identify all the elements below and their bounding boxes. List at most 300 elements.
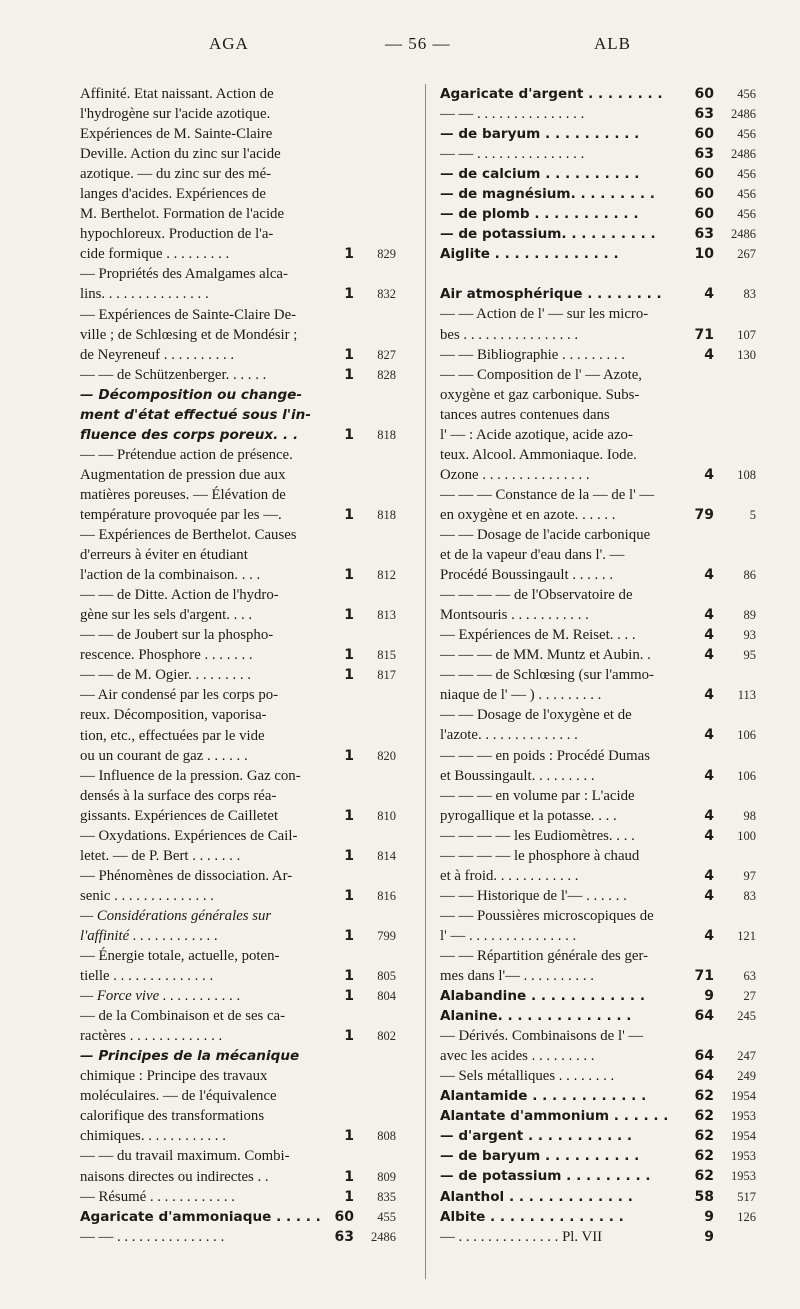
entry-text: — — Dosage de l'acide carbonique	[440, 526, 651, 543]
page-reference: 27	[743, 989, 756, 1004]
page-reference: 89	[743, 608, 756, 623]
page-reference: 247	[737, 1049, 756, 1064]
index-line	[80, 786, 396, 806]
entry-text: — Décomposition ou change-	[80, 386, 303, 403]
volume-number: 60	[694, 86, 714, 102]
page-reference: 814	[377, 848, 396, 863]
index-line	[80, 826, 396, 846]
index-line	[80, 84, 396, 104]
entry-text: — Sels métalliques . . . . . . . .	[440, 1068, 615, 1085]
volume-number: 1	[344, 1128, 354, 1145]
volume-number: 1	[344, 988, 354, 1005]
left-column	[80, 84, 396, 1247]
entry-text: cide formique . . . . . . . . .	[80, 246, 230, 263]
index-line	[440, 1006, 756, 1026]
page-reference: 5	[749, 507, 756, 522]
entry-text: — Expériences de Berthelot. Causes	[80, 527, 297, 544]
entry-text: — — Dosage de l'oxygène et de	[440, 707, 632, 724]
volume-number: 63	[694, 226, 714, 243]
entry-text: chimique : Principe des travaux	[80, 1068, 268, 1085]
entry-text: moléculaires. — de l'équivalence	[80, 1088, 277, 1105]
entry-text: Albite . . . . . . . . . . . . . .	[440, 1208, 624, 1225]
entry-text: — de potassium . . . . . . . . .	[440, 1168, 651, 1185]
volume-number: 1	[344, 506, 354, 523]
index-line	[440, 665, 756, 685]
index-line	[80, 605, 396, 625]
entry-text: naisons directes ou indirectes . .	[80, 1168, 269, 1185]
index-line	[440, 204, 756, 224]
entry-text: en oxygène et en azote. . . . . .	[440, 506, 616, 523]
index-line	[440, 385, 756, 405]
entry-text: — Phénomènes de dissociation. Ar-	[80, 867, 293, 884]
page-reference: 828	[377, 367, 396, 382]
index-line	[440, 104, 756, 124]
entry-text: et Boussingault. . . . . . . . .	[440, 767, 595, 784]
index-line	[440, 465, 756, 485]
index-line	[440, 124, 756, 144]
index-line	[80, 665, 396, 685]
index-line	[440, 966, 756, 986]
index-line	[440, 826, 756, 846]
entry-text: d'erreurs à éviter en étudiant	[80, 547, 248, 564]
entry-text: — Dérivés. Combinaisons de l' —	[440, 1028, 644, 1045]
index-line	[440, 1066, 756, 1086]
volume-number: 4	[704, 286, 714, 303]
index-line	[440, 946, 756, 966]
page-reference: 820	[377, 748, 396, 763]
index-line	[80, 465, 396, 485]
page-reference: 113	[737, 688, 756, 703]
index-line	[80, 926, 396, 946]
index-line	[80, 184, 396, 204]
index-line	[80, 986, 396, 1006]
index-line	[440, 645, 756, 665]
volume-number: 4	[704, 607, 714, 624]
entry-text: — Résumé . . . . . . . . . . . .	[80, 1188, 235, 1205]
volume-number: 71	[694, 326, 714, 343]
page-reference: 86	[743, 568, 756, 583]
index-line	[80, 425, 396, 445]
entry-text: bes . . . . . . . . . . . . . . . .	[440, 326, 579, 343]
page-reference: 98	[743, 808, 756, 823]
index-line	[80, 104, 396, 124]
entry-text: — Oxydations. Expériences de Cail-	[80, 827, 298, 844]
index-line	[80, 906, 396, 926]
volume-number: 4	[704, 627, 714, 644]
page-reference: 818	[377, 507, 396, 522]
entry-text: et de la vapeur d'eau dans l'. —	[440, 547, 625, 564]
index-line	[440, 345, 756, 365]
index-line	[80, 505, 396, 525]
index-line	[440, 164, 756, 184]
entry-text: Alanine. . . . . . . . . . . . . .	[440, 1008, 632, 1025]
index-line	[80, 625, 396, 645]
volume-number: 62	[694, 1088, 714, 1105]
index-line	[80, 1207, 396, 1227]
page-reference: 106	[737, 768, 756, 783]
page-reference: 2486	[371, 1229, 396, 1244]
page-reference: 813	[377, 608, 396, 623]
page-reference: 517	[737, 1189, 756, 1204]
running-head-right: ALB	[594, 34, 631, 53]
entry-text: — — Bibliographie . . . . . . . . .	[440, 346, 625, 363]
page-reference: 456	[737, 127, 756, 142]
index-line	[80, 365, 396, 385]
index-line	[80, 866, 396, 886]
entry-text: Agaricate d'argent . . . . . . . .	[440, 86, 663, 102]
volume-number: 63	[694, 146, 714, 163]
index-line	[440, 304, 756, 324]
volume-number: 79	[694, 506, 714, 523]
entry-text: — — du travail maximum. Combi-	[80, 1148, 290, 1165]
volume-number: 4	[704, 867, 714, 884]
entry-text: l'azote. . . . . . . . . . . . . .	[440, 727, 578, 744]
page-reference: 799	[377, 928, 396, 943]
index-line	[440, 766, 756, 786]
volume-number: 4	[704, 727, 714, 744]
index-line	[80, 1146, 396, 1166]
entry-text: fluence des corps poreux. . .	[80, 426, 299, 443]
page-reference: 249	[737, 1069, 756, 1084]
volume-number: 1	[344, 968, 354, 985]
page-reference: 1954	[731, 1129, 756, 1144]
entry-text: l' — : Acide azotique, acide azo-	[440, 426, 633, 443]
index-line	[440, 325, 756, 345]
index-line	[440, 886, 756, 906]
page-reference: 456	[737, 87, 756, 101]
volume-number: 60	[694, 186, 714, 203]
entry-text: — — — de Schlœsing (sur l'ammo-	[440, 667, 654, 684]
index-line	[440, 505, 756, 525]
page-reference: 818	[377, 427, 396, 442]
entry-text: ractères . . . . . . . . . . . . .	[80, 1028, 223, 1045]
volume-number: 4	[704, 567, 714, 584]
page-reference: 83	[743, 287, 756, 302]
index-line	[440, 1146, 756, 1166]
index-line	[440, 365, 756, 385]
index-line	[80, 525, 396, 545]
volume-number: 4	[704, 887, 714, 904]
volume-number: 1	[344, 847, 354, 864]
entry-text: Deville. Action du zinc sur l'acide	[80, 146, 281, 163]
column-divider	[425, 84, 426, 1279]
entry-text: Affinité. Etat naissant. Action de	[80, 86, 274, 102]
volume-number: 71	[694, 968, 714, 985]
index-line	[80, 846, 396, 866]
index-line	[440, 485, 756, 505]
volume-number: 60	[694, 206, 714, 223]
page-reference: 121	[737, 928, 756, 943]
index-line	[80, 385, 396, 405]
entry-text: — Principes de la mécanique	[80, 1048, 300, 1065]
index-line	[440, 264, 756, 284]
page-reference: 2486	[731, 227, 756, 242]
page-reference: 816	[377, 888, 396, 903]
page-reference: 1953	[731, 1109, 756, 1124]
page-reference: 106	[737, 728, 756, 743]
entry-text: Montsouris . . . . . . . . . . .	[440, 607, 589, 624]
entry-text: rescence. Phosphore . . . . . . .	[80, 647, 253, 664]
volume-number: 62	[694, 1108, 714, 1125]
index-line	[440, 705, 756, 725]
entry-text: — — Poussières microscopiques de	[440, 907, 654, 924]
entry-text: Alabandine . . . . . . . . . . . .	[440, 988, 645, 1005]
volume-number: 1	[344, 286, 354, 303]
index-line	[80, 144, 396, 164]
entry-text: calorifique des transformations	[80, 1108, 265, 1125]
entry-text: — Air condensé par les corps po-	[80, 687, 279, 704]
entry-text: — — — — le phosphore à chaud	[440, 847, 640, 864]
volume-number: 1	[344, 246, 354, 263]
entry-text: l'action de la combinaison. . . .	[80, 567, 261, 584]
index-line	[440, 425, 756, 445]
volume-number: 1	[344, 1028, 354, 1045]
entry-text: Ozone . . . . . . . . . . . . . . .	[440, 466, 590, 483]
page-reference: 802	[377, 1029, 396, 1044]
volume-number: 9	[704, 1208, 714, 1225]
index-line	[80, 726, 396, 746]
page-reference: 809	[377, 1169, 396, 1184]
index-line	[80, 1086, 396, 1106]
volume-number: 4	[704, 807, 714, 824]
page-reference: 829	[377, 247, 396, 262]
entry-text: — — Prétendue action de présence.	[80, 446, 293, 463]
entry-text: et à froid. . . . . . . . . . . .	[440, 867, 579, 884]
entry-text: lins. . . . . . . . . . . . . . .	[80, 286, 209, 303]
index-line	[80, 585, 396, 605]
volume-number: 1	[344, 607, 354, 624]
index-line	[80, 565, 396, 585]
volume-number: 1	[344, 747, 354, 764]
index-line	[440, 625, 756, 645]
entry-text: — Propriétés des Amalgames alca-	[80, 266, 288, 283]
entry-text: — — — en poids : Procédé Dumas	[440, 747, 651, 764]
page-reference: 456	[737, 187, 756, 202]
right-column	[440, 84, 756, 1247]
entry-text: — — Historique de l'— . . . . . .	[440, 887, 627, 904]
index-line	[80, 766, 396, 786]
entry-text: — — de Schützenberger. . . . . .	[80, 366, 267, 383]
volume-number: 60	[334, 1208, 354, 1225]
index-line	[440, 1046, 756, 1066]
entry-text: mes dans l'— . . . . . . . . . .	[440, 968, 594, 985]
index-line	[80, 1167, 396, 1187]
entry-text: — de baryum . . . . . . . . . .	[440, 126, 640, 143]
index-line	[80, 886, 396, 906]
entry-text: matières poreuses. — Élévation de	[80, 486, 286, 503]
entry-text: — — Composition de l' — Azote,	[440, 366, 643, 383]
index-line	[80, 1026, 396, 1046]
index-line	[80, 705, 396, 725]
page-header	[0, 34, 800, 60]
index-line	[80, 305, 396, 325]
entry-text: Alanthol . . . . . . . . . . . . .	[440, 1188, 633, 1205]
index-line	[440, 846, 756, 866]
entry-text: — Influence de la pression. Gaz con-	[80, 767, 301, 784]
page-reference: 130	[737, 347, 756, 362]
index-line	[80, 1126, 396, 1146]
entry-text: Expériences de M. Sainte-Claire	[80, 126, 273, 143]
entry-text: l'hydrogène sur l'acide azotique.	[80, 106, 271, 123]
index-line	[440, 926, 756, 946]
index-line	[80, 1187, 396, 1207]
page-reference: 108	[737, 467, 756, 482]
volume-number: 62	[694, 1148, 714, 1165]
index-line	[80, 946, 396, 966]
entry-text: chimiques. . . . . . . . . . . .	[80, 1128, 226, 1145]
volume-number: 60	[694, 126, 714, 143]
page-reference: 83	[743, 888, 756, 903]
index-line	[80, 685, 396, 705]
page-reference: 1954	[731, 1089, 756, 1104]
entry-text: reux. Décomposition, vaporisa-	[80, 707, 267, 724]
page-reference: 2486	[731, 107, 756, 122]
index-line	[80, 204, 396, 224]
index-line	[440, 806, 756, 826]
volume-number: 4	[704, 927, 714, 944]
page-reference: 827	[377, 347, 396, 362]
index-line	[80, 1066, 396, 1086]
entry-text: — Énergie totale, actuelle, poten-	[80, 948, 280, 965]
page-reference: 107	[737, 327, 756, 342]
page-reference: 817	[377, 668, 396, 683]
entry-text: tion, etc., effectuées par le vide	[80, 727, 265, 744]
entry-text: — — — — les Eudiomètres. . . .	[440, 827, 635, 844]
entry-text: hypochloreux. Production de l'a-	[80, 226, 274, 243]
volume-number: 62	[694, 1168, 714, 1185]
volume-number: 1	[344, 346, 354, 363]
entry-text: niaque de l' — ) . . . . . . . . .	[440, 687, 602, 704]
index-line	[80, 806, 396, 826]
entry-text: — . . . . . . . . . . . . . . Pl. VII	[440, 1228, 603, 1245]
page-reference: 245	[737, 1009, 756, 1024]
entry-text: tances autres contenues dans	[440, 406, 610, 423]
index-line	[80, 746, 396, 766]
volume-number: 10	[694, 246, 714, 263]
page-reference: 93	[743, 628, 756, 643]
entry-text: M. Berthelot. Formation de l'acide	[80, 206, 285, 223]
page-reference: 95	[743, 648, 756, 663]
volume-number: 4	[704, 466, 714, 483]
index-line	[440, 84, 756, 104]
entry-text: Aiglite . . . . . . . . . . . . .	[440, 246, 619, 263]
entry-text: — Expériences de Sainte-Claire De-	[80, 306, 297, 323]
page-reference: 808	[377, 1129, 396, 1144]
page-reference: 835	[377, 1189, 396, 1204]
index-line	[80, 224, 396, 244]
index-line	[440, 1207, 756, 1227]
entry-text: — — — Constance de la — de l' —	[440, 486, 655, 503]
entry-text: — — — de MM. Muntz et Aubin. .	[440, 647, 651, 664]
page-reference: 63	[743, 969, 756, 984]
entry-text: oxygène et gaz carbonique. Subs-	[440, 386, 640, 403]
entry-text: — de magnésium. . . . . . . . .	[440, 186, 655, 203]
volume-number: 1	[344, 1188, 354, 1205]
entry-text: — — de M. Ogier. . . . . . . . .	[80, 667, 251, 684]
index-line	[80, 545, 396, 565]
index-line	[80, 445, 396, 465]
entry-text: azotique. — du zinc sur des mé-	[80, 166, 272, 183]
page-reference: 1953	[731, 1169, 756, 1184]
page-reference: 97	[743, 868, 756, 883]
index-line	[440, 746, 756, 766]
index-line	[80, 1046, 396, 1066]
index-line	[440, 224, 756, 244]
entry-text: — d'argent . . . . . . . . . . .	[440, 1128, 633, 1145]
index-line	[440, 986, 756, 1006]
index-line	[80, 966, 396, 986]
entry-text: gène sur les sels d'argent. . . .	[80, 607, 253, 624]
volume-number: 1	[344, 927, 354, 944]
index-line	[440, 184, 756, 204]
index-line	[440, 1126, 756, 1146]
entry-text: ment d'état effectué sous l'in-	[80, 406, 311, 423]
index-line	[440, 725, 756, 745]
index-line	[80, 345, 396, 365]
index-line	[440, 525, 756, 545]
index-line	[440, 244, 756, 264]
index-line	[440, 445, 756, 465]
page-reference: 2486	[731, 147, 756, 162]
entry-text: — — de Ditte. Action de l'hydro-	[80, 587, 279, 604]
volume-number: 4	[704, 647, 714, 664]
index-line	[80, 164, 396, 184]
entry-text: ou un courant de gaz . . . . . .	[80, 747, 248, 764]
entry-text: — — Action de l' — sur les micro-	[440, 306, 649, 323]
entry-text: — — Répartition générale des ger-	[440, 947, 649, 964]
entry-text: — Expériences de M. Reiset. . . .	[440, 627, 636, 644]
entry-text: — Considérations générales sur	[80, 907, 272, 924]
entry-text: tielle . . . . . . . . . . . . . .	[80, 968, 214, 985]
entry-text: Agaricate d'ammoniaque . . . . .	[80, 1208, 321, 1225]
volume-number: 4	[704, 687, 714, 704]
volume-number: 64	[694, 1068, 714, 1085]
index-line	[80, 645, 396, 665]
entry-text: Air atmosphérique . . . . . . . .	[440, 286, 662, 303]
entry-text: — de calcium . . . . . . . . . .	[440, 166, 640, 183]
index-line	[440, 284, 756, 304]
index-line	[440, 1166, 756, 1186]
volume-number: 64	[694, 1008, 714, 1025]
volume-number: 1	[344, 567, 354, 584]
index-line	[440, 144, 756, 164]
entry-text: pyrogallique et la potasse. . . .	[440, 807, 617, 824]
entry-text: l'affinité . . . . . . . . . . . .	[80, 927, 218, 944]
entry-text: teux. Alcool. Ammoniaque. Iode.	[440, 446, 637, 463]
running-head-left: AGA	[209, 34, 249, 53]
volume-number: 4	[704, 346, 714, 363]
index-line	[440, 685, 756, 705]
entry-text: — — — — de l'Observatoire de	[440, 587, 633, 604]
volume-number: 58	[694, 1188, 714, 1205]
index-line	[440, 1026, 756, 1046]
volume-number: 1	[344, 1168, 354, 1185]
index-line	[80, 1006, 396, 1026]
page-reference: 126	[737, 1209, 756, 1224]
index-line	[80, 284, 396, 304]
entry-text: letet. — de P. Bert . . . . . . .	[80, 847, 241, 864]
page-reference: 456	[737, 207, 756, 222]
entry-text: l' — . . . . . . . . . . . . . . .	[440, 927, 577, 944]
index-line	[440, 1106, 756, 1126]
index-line	[80, 244, 396, 264]
entry-text: — de la Combinaison et de ses ca-	[80, 1008, 286, 1025]
index-line	[440, 786, 756, 806]
index-line	[80, 124, 396, 144]
entry-text: — de plomb . . . . . . . . . . .	[440, 206, 639, 223]
entry-text: densés à la surface des corps réa-	[80, 787, 277, 804]
index-line	[440, 565, 756, 585]
